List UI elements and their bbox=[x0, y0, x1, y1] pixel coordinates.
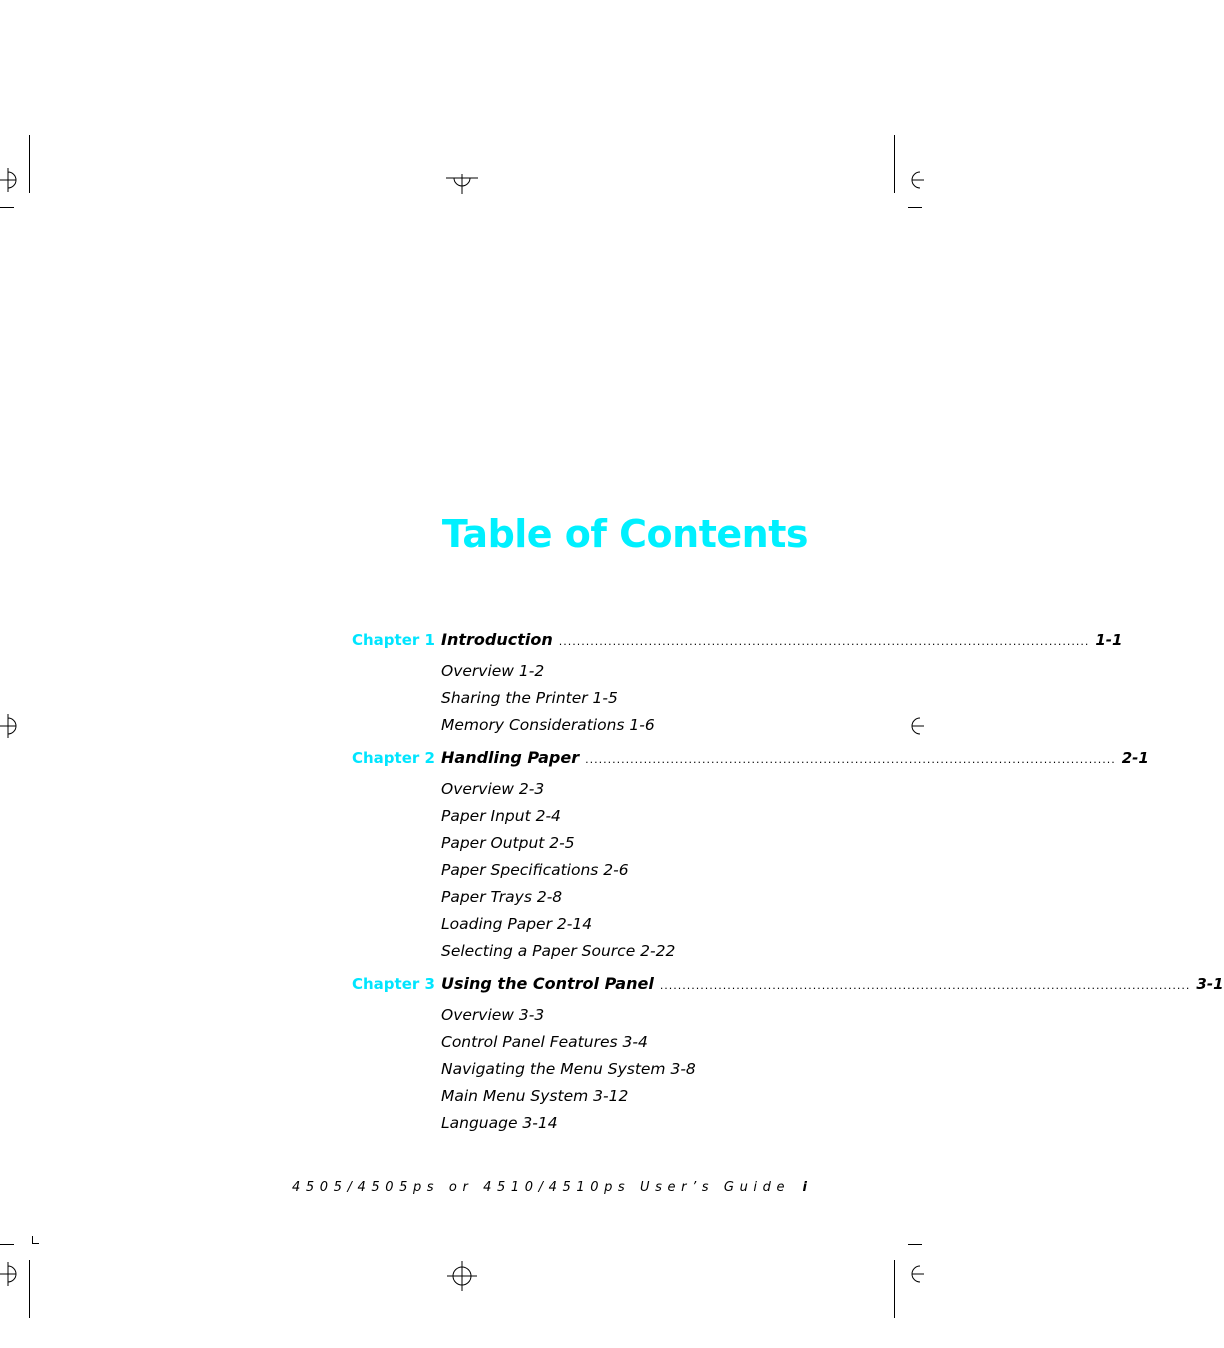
chapter-label: Chapter 3 bbox=[352, 975, 435, 993]
crop-mark bbox=[0, 1244, 14, 1245]
table-of-contents bbox=[352, 630, 1224, 1146]
toc-chapter-row[interactable] bbox=[352, 974, 1224, 1002]
dot-leader: ...................................................................................................................... bbox=[558, 635, 1090, 648]
toc-entry[interactable]: Overview 3-3 bbox=[441, 1006, 545, 1024]
toc-entry[interactable]: Control Panel Features 3-4 bbox=[441, 1033, 648, 1051]
crop-mark bbox=[32, 1243, 39, 1244]
crop-mark bbox=[894, 1260, 895, 1318]
toc-entry[interactable]: Sharing the Printer 1-5 bbox=[441, 689, 618, 707]
page-footer bbox=[292, 1180, 807, 1195]
chapter-page-number: 1-1 bbox=[1095, 631, 1123, 649]
toc-chapter-row[interactable] bbox=[352, 748, 1149, 776]
chapter-label: Chapter 1 bbox=[352, 631, 435, 649]
registration-mark-icon bbox=[0, 1262, 16, 1286]
chapter-title: Introduction bbox=[441, 630, 553, 649]
chapter-title: Using the Control Panel bbox=[441, 974, 654, 993]
chapter-title: Handling Paper bbox=[441, 748, 580, 767]
chapter-page-number: 2-1 bbox=[1121, 749, 1149, 767]
crop-mark bbox=[908, 1244, 922, 1245]
registration-mark-icon bbox=[906, 168, 924, 192]
registration-mark-icon bbox=[906, 714, 924, 738]
toc-entry[interactable]: Selecting a Paper Source 2-22 bbox=[441, 942, 676, 960]
crop-mark bbox=[0, 207, 14, 208]
dot-leader: ...................................................................................................................... bbox=[659, 979, 1191, 992]
toc-entry[interactable]: Main Menu System 3-12 bbox=[441, 1087, 629, 1105]
toc-entry[interactable]: Paper Input 2-4 bbox=[441, 807, 561, 825]
toc-entry[interactable]: Paper Output 2-5 bbox=[441, 834, 575, 852]
toc-chapter bbox=[352, 748, 1149, 965]
toc-chapter-row[interactable] bbox=[352, 630, 1123, 658]
crop-mark bbox=[29, 1260, 30, 1318]
toc-entry[interactable]: Overview 1-2 bbox=[441, 662, 545, 680]
chapter-page-number: 3-1 bbox=[1196, 975, 1224, 993]
crop-mark bbox=[894, 135, 895, 193]
registration-mark-icon bbox=[0, 168, 16, 192]
page-number: i bbox=[802, 1180, 807, 1195]
page-title: Table of Contents bbox=[441, 512, 808, 556]
registration-mark-icon bbox=[906, 1262, 924, 1286]
toc-entry[interactable]: Loading Paper 2-14 bbox=[441, 915, 593, 933]
toc-entry[interactable]: Language 3-14 bbox=[441, 1114, 558, 1132]
toc-entry[interactable]: Overview 2-3 bbox=[441, 780, 545, 798]
chapter-label: Chapter 2 bbox=[352, 749, 435, 767]
registration-mark-icon bbox=[446, 174, 478, 194]
crop-mark bbox=[29, 135, 30, 193]
toc-entry[interactable]: Navigating the Menu System 3-8 bbox=[441, 1060, 696, 1078]
registration-mark-icon bbox=[447, 1261, 477, 1291]
toc-chapter bbox=[352, 974, 1224, 1137]
toc-entry[interactable]: Memory Considerations 1-6 bbox=[441, 716, 655, 734]
dot-leader: ...................................................................................................................... bbox=[585, 753, 1116, 766]
registration-mark-icon bbox=[0, 714, 16, 738]
crop-mark bbox=[908, 207, 922, 208]
toc-entry[interactable]: Paper Specifications 2-6 bbox=[441, 861, 629, 879]
footer-guide-title: 4505/4505ps or 4510/4510ps User’s Guide bbox=[292, 1180, 791, 1195]
toc-chapter bbox=[352, 630, 1123, 739]
toc-entry[interactable]: Paper Trays 2-8 bbox=[441, 888, 563, 906]
